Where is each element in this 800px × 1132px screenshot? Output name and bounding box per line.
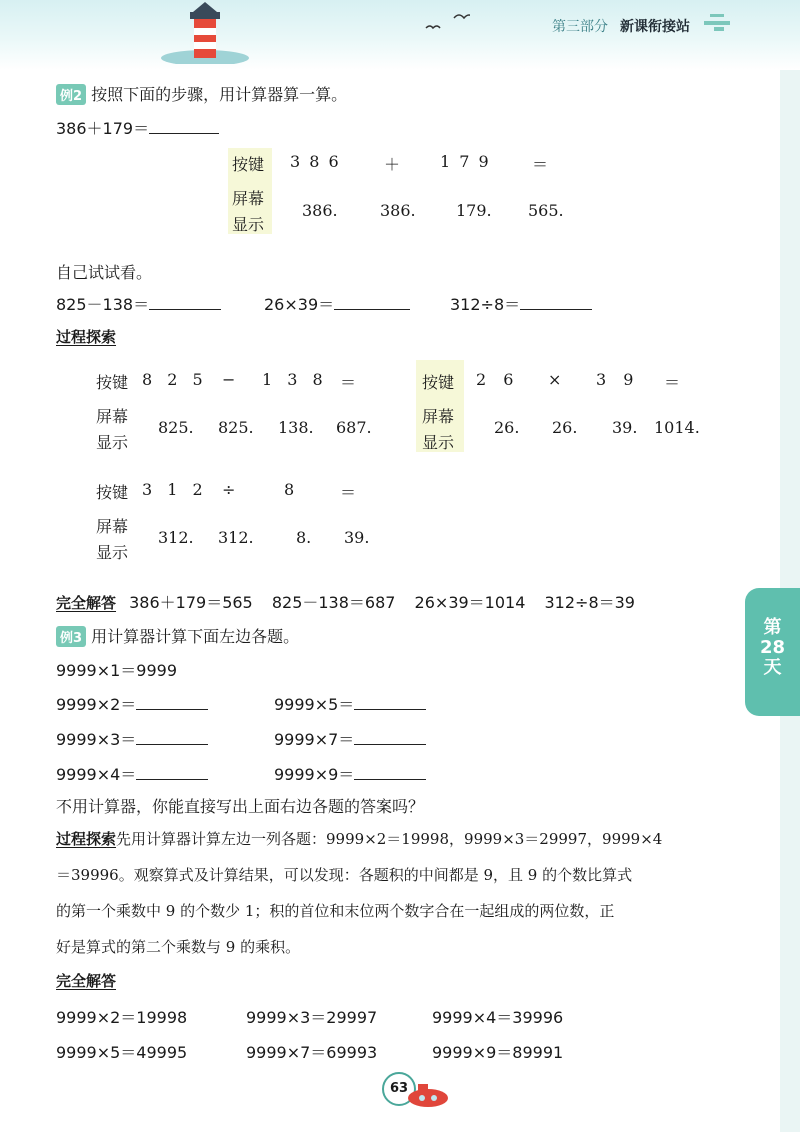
calc2-key-3: 3 9 <box>596 370 640 389</box>
calc1-key-label: 按键 <box>96 373 129 392</box>
calc2-screen-3: 39. <box>612 418 638 437</box>
example3-heading <box>56 624 299 647</box>
example2-problem-text: 386＋179＝ <box>56 119 150 138</box>
calc2-key-2: × <box>548 370 562 389</box>
day-tab-line2: 28 <box>759 637 786 658</box>
example3-left-1-text: 9999×2＝ <box>56 695 137 714</box>
example2-screen-2: 386. <box>380 201 416 220</box>
birds-icon <box>424 10 470 34</box>
example3-right-3-text: 9999×9＝ <box>274 765 355 784</box>
example3-right-2 <box>274 727 426 750</box>
example2-screen-label-1: 屏幕 <box>232 189 265 208</box>
example3-answer-2: 9999×3＝29997 <box>246 1008 378 1027</box>
calc3-key-label: 按键 <box>96 483 129 502</box>
example3-left-3 <box>56 762 208 785</box>
try-problem-2 <box>264 292 410 315</box>
calc3-key-4: ＝ <box>340 483 357 502</box>
calc1-screen-2: 825. <box>218 418 254 437</box>
header-decoration-icon <box>704 14 730 32</box>
example3-right-1-text: 9999×5＝ <box>274 695 355 714</box>
calc1-screen-label-1: 屏幕 <box>96 407 129 426</box>
answer-blank <box>354 744 426 745</box>
example3-right-1 <box>274 692 426 715</box>
answer-blank <box>334 309 410 310</box>
example3-right-3 <box>274 762 426 785</box>
example3-left-2-text: 9999×3＝ <box>56 730 137 749</box>
example2-answer-row <box>56 590 635 613</box>
explanation-line-4: 好是算式的第二个乘数与 9 的乘积。 <box>56 938 301 956</box>
page-number: 63 <box>382 1072 416 1106</box>
calc1-screen-1: 825. <box>158 418 194 437</box>
try-title: 自己试试看。 <box>56 263 153 282</box>
try-problem-1 <box>56 292 221 315</box>
try-problem-3-text: 312÷8＝ <box>450 295 521 314</box>
calc1-key-2: − <box>222 370 236 389</box>
example3-given: 9999×1＝9999 <box>56 661 178 680</box>
process-label-2: 过程探索 <box>56 830 117 848</box>
answer-blank <box>136 744 208 745</box>
calc1-screen-3: 138. <box>278 418 314 437</box>
calc1-key-4: ＝ <box>340 373 357 392</box>
example2-key-label: 按键 <box>232 155 265 174</box>
example3-answer-5: 9999×7＝69993 <box>246 1043 378 1062</box>
example2-problem <box>56 116 219 139</box>
try-problem-3 <box>450 292 592 315</box>
header-part: 第三部分 <box>552 19 608 35</box>
example2-screen-3: 179. <box>456 201 492 220</box>
example2-screen-1: 386. <box>302 201 338 220</box>
calc3-key-3: 8 <box>284 480 295 499</box>
calc1-key-1: 8 2 5 <box>142 370 208 389</box>
calc3-key-1: 3 1 2 <box>142 480 208 499</box>
answer-blank <box>354 779 426 780</box>
calc2-screen-label-1: 屏幕 <box>422 407 455 426</box>
example3-left-1 <box>56 692 208 715</box>
day-tab-line3: 天 <box>763 657 782 678</box>
calc2-screen-2: 26. <box>552 418 578 437</box>
answer-blank <box>520 309 592 310</box>
lighthouse-icon <box>160 2 250 64</box>
calc3-key-2: ÷ <box>222 480 236 499</box>
submarine-icon <box>404 1080 450 1110</box>
calc2-key-4: ＝ <box>664 373 681 392</box>
answer-blank <box>136 779 208 780</box>
answer-2: 825－138＝687 <box>271 593 396 612</box>
explanation-line-1 <box>56 828 662 849</box>
calc3-screen-label-2: 显示 <box>96 543 129 562</box>
calc2-key-label: 按键 <box>422 373 455 392</box>
example2-key-3: 1 7 9 <box>440 152 491 171</box>
answer-1: 386＋179＝565 <box>129 593 253 612</box>
try-problem-1-text: 825－138＝ <box>56 295 150 314</box>
answer-blank <box>136 709 208 710</box>
calc2-screen-1: 26. <box>494 418 520 437</box>
example2-instruction: 按照下面的步骤，用计算器算一算。 <box>91 85 348 104</box>
example3-left-3-text: 9999×4＝ <box>56 765 137 784</box>
example2-screen-4: 565. <box>528 201 564 220</box>
calc3-screen-2: 312. <box>218 528 254 547</box>
answer-blank <box>149 133 219 134</box>
example2-key-2: ＋ <box>384 155 401 174</box>
answer-blank <box>354 709 426 710</box>
example2-tag: 例2 <box>56 84 86 105</box>
day-tab-line1: 第 <box>763 617 782 638</box>
calc3-screen-3: 8. <box>296 528 312 547</box>
example3-left-2 <box>56 727 208 750</box>
answer-blank <box>149 309 221 310</box>
answer-label-2: 完全解答 <box>56 972 117 990</box>
example3-right-2-text: 9999×7＝ <box>274 730 355 749</box>
example2-screen-label-2: 显示 <box>232 215 265 234</box>
explanation-line-3: 的第一个乘数中 9 的个数少 1；积的首位和末位两个数字合在一起组成的两位数，正 <box>56 902 615 920</box>
answer-4: 312÷8＝39 <box>544 593 635 612</box>
example3-answer-3: 9999×4＝39996 <box>432 1008 564 1027</box>
calc3-screen-label-1: 屏幕 <box>96 517 129 536</box>
example3-tag: 例3 <box>56 626 86 647</box>
example3-instruction: 用计算器计算下面左边各题。 <box>91 627 300 646</box>
day-tab <box>745 588 800 716</box>
example3-answer-4: 9999×5＝49995 <box>56 1043 188 1062</box>
calc1-screen-label-2: 显示 <box>96 433 129 452</box>
calc1-key-3: 1 3 8 <box>262 370 328 389</box>
calc3-screen-1: 312. <box>158 528 194 547</box>
answer-label-1: 完全解答 <box>56 594 117 612</box>
explanation-line-2: ＝39996。观察算式及计算结果，可以发现：各题积的中间都是 9，且 9 的个数比算式 <box>56 866 633 884</box>
answer-3: 26×39＝1014 <box>414 593 526 612</box>
try-problem-2-text: 26×39＝ <box>264 295 335 314</box>
example3-answer-6: 9999×9＝89991 <box>432 1043 564 1062</box>
calc1-screen-4: 687. <box>336 418 372 437</box>
calc2-key-1: 2 6 <box>476 370 520 389</box>
calc3-screen-4: 39. <box>344 528 370 547</box>
example2-key-1: 3 8 6 <box>290 152 341 171</box>
explanation-1: 先用计算器计算左边一列各题：9999×2＝19998，9999×3＝29997，9999×4 <box>116 830 663 848</box>
example3-answer-1: 9999×2＝19998 <box>56 1008 188 1027</box>
header-title: 新课衔接站 <box>620 19 690 35</box>
example3-question: 不用计算器，你能直接写出上面右边各题的答案吗？ <box>56 797 425 816</box>
calc2-screen-label-2: 显示 <box>422 433 455 452</box>
process-label-1: 过程探索 <box>56 328 117 346</box>
example2-key-4: ＝ <box>532 155 549 174</box>
calc2-screen-4: 1014. <box>654 418 700 437</box>
example2-heading <box>56 82 347 105</box>
